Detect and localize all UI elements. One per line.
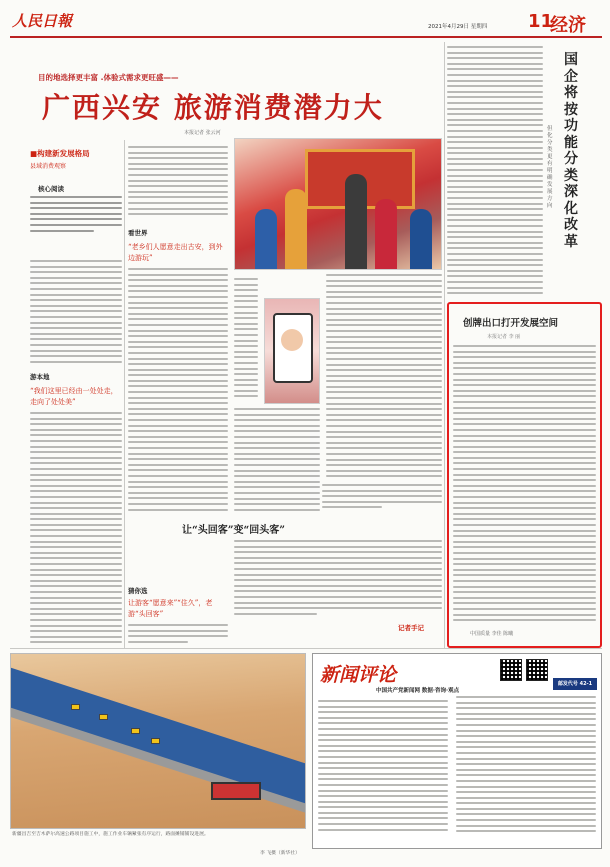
section-rule bbox=[10, 648, 602, 649]
tourism-photo bbox=[234, 138, 442, 270]
text-block bbox=[326, 274, 442, 480]
lead-byline: 本报记者 张云河 bbox=[184, 130, 221, 136]
pull-quote: “我们这里已经由一处处走，走向了处处美” bbox=[30, 387, 118, 406]
lead-headline: 广西兴安 旅游消费潜力大 bbox=[42, 91, 384, 124]
section-heading-guess: 猜你选 bbox=[128, 587, 148, 595]
right-subheadline: 但化分类更有明确发展方向 bbox=[547, 126, 553, 209]
highlighted-article-title: 创牌出口打开发展空间 bbox=[463, 318, 559, 329]
text-block bbox=[322, 484, 442, 514]
performer bbox=[410, 209, 432, 269]
road-roller bbox=[151, 738, 160, 744]
section-heading-core: 核心阅读 bbox=[38, 185, 64, 193]
performer bbox=[345, 174, 367, 269]
promo-logo: 新闻评论 bbox=[320, 664, 397, 686]
column-rule bbox=[124, 140, 125, 648]
text-block bbox=[128, 146, 228, 218]
text-block bbox=[318, 700, 448, 840]
subsection-headline: 让“头回客”变“回头客” bbox=[182, 525, 286, 536]
section-heading-new: 看世界 bbox=[128, 229, 148, 237]
person-face bbox=[281, 329, 303, 351]
performer bbox=[255, 209, 277, 269]
issue-date: 2021年4月29日 星期四 bbox=[428, 24, 488, 30]
lead-kicker: 目的地选择更丰富 .体验式需求更旺盛—— bbox=[38, 73, 179, 82]
text-block bbox=[30, 196, 122, 252]
photo-credit: 李 飞摄（新华社） bbox=[260, 851, 300, 856]
qr-code-icon bbox=[526, 659, 548, 681]
phone-photo bbox=[264, 298, 320, 404]
reporter-note-sign: 记者手记 bbox=[398, 624, 424, 632]
performer bbox=[375, 199, 397, 269]
masthead bbox=[10, 8, 602, 38]
text-block bbox=[456, 696, 596, 842]
highlighted-article-footer: 中国质量 李佳 陈曦 bbox=[470, 631, 514, 637]
text-block bbox=[453, 345, 596, 627]
road-roller bbox=[71, 704, 80, 710]
text-block bbox=[234, 278, 258, 402]
section-name: 经济 bbox=[550, 15, 586, 36]
text-block bbox=[234, 540, 442, 616]
promo-organization: 中国共产党新闻网 数据·咨询·观点 bbox=[376, 688, 460, 694]
road-roller bbox=[131, 728, 140, 734]
truck bbox=[211, 782, 261, 800]
badge-title: ■构建新发展格局 bbox=[30, 149, 90, 158]
highlighted-article-byline: 本报记者 李 丽 bbox=[487, 334, 521, 340]
right-headline: 国企将按功能分类深化改革 bbox=[564, 52, 578, 250]
postal-code-badge: 邮发代号 42-1 bbox=[553, 678, 597, 690]
pull-quote: “老乡们人愿意走出古安，到外边游玩” bbox=[128, 243, 223, 262]
section-heading-scene: 游本地 bbox=[30, 373, 50, 381]
qr-code-icon bbox=[500, 659, 522, 681]
text-block bbox=[30, 260, 122, 366]
photo-caption: 新疆昌吉至吉木萨尔高速公路项目施工中，施工作业车辆紧张有序运行，路面摊铺铺设进展。 bbox=[12, 832, 209, 837]
text-block bbox=[128, 624, 228, 646]
column-badge bbox=[30, 148, 118, 170]
text-block bbox=[234, 408, 320, 512]
page-number: 11 bbox=[528, 11, 554, 32]
performer bbox=[285, 189, 307, 269]
highway-construction-photo bbox=[10, 653, 306, 829]
pull-quote: 让游客“愿意来”“住久”，老游“头回客” bbox=[128, 599, 213, 618]
road-roller bbox=[99, 714, 108, 720]
text-block bbox=[128, 268, 228, 516]
newspaper-logo: 人民日報 bbox=[12, 12, 73, 30]
text-block bbox=[30, 412, 122, 644]
text-block bbox=[447, 46, 543, 298]
column-rule bbox=[444, 42, 445, 648]
badge-subtitle: 县域消费观察 bbox=[30, 163, 67, 170]
